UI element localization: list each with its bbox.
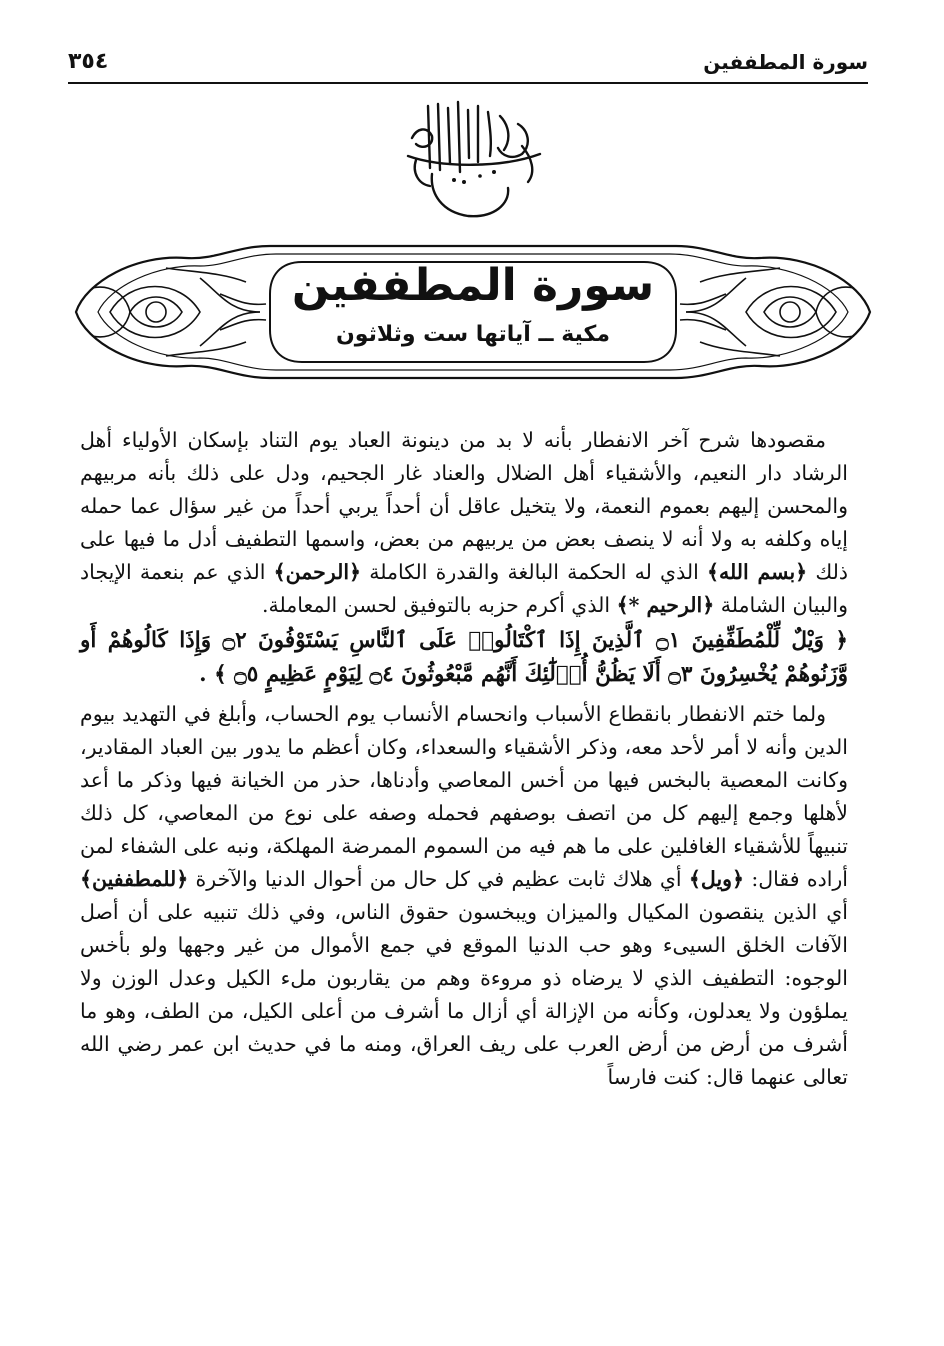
surah-subtitle: مكية ــ آياتها ست وثلاثون (336, 322, 610, 347)
quote-lil-mutaffifin: ﴿للمطففين﴾ (80, 867, 189, 891)
text-segment: الذي عم بنعمة الإيجاد والبيان الشاملة (80, 560, 848, 617)
text-segment: الذي له الحكمة البالغة والقدرة الكاملة (361, 560, 707, 584)
intro-paragraph (80, 424, 848, 622)
body-text (80, 424, 848, 1094)
quote-al-rahman: ﴿الرحمن﴾ (273, 560, 362, 584)
quran-verses: ﴿ وَيْلٌ لِّلْمُطَفِّفِينَ ۝١ ٱلَّذِينَ إِذَا ٱكْتَالُوا۟ عَلَى ٱلنَّاسِ يَسْتَوْفُونَ ۝٢ وَإِذَا كَالُوهُمْ أَو وَّزَنُوهُمْ يُخْسِرُونَ ۝٣ أَلَا يَظُنُّ أُو۟لَٰٓئِكَ أَنَّهُم مَّبْعُوثُونَ ۝٤ لِيَوْمٍ عَظِيمٍ ۝٥ ﴾ . (80, 628, 849, 687)
text-segment: أي هلاك ثابت عظيم في كل حال من أحوال الدنيا والآخرة (188, 867, 689, 891)
text-segment: الذي أكرم حزبه بالتوفيق لحسن المعاملة. (261, 593, 617, 617)
quote-wayl: ﴿ويل﴾ (688, 867, 745, 891)
quote-bism-allah: ﴿بسم الله﴾ (706, 560, 808, 584)
surah-banner (70, 238, 876, 386)
quote-al-rahim: ﴿الرحيم *﴾ (616, 593, 715, 617)
basmala-calligraphy (372, 98, 572, 230)
surah-name: سورة المطففين (291, 260, 655, 311)
text-segment: أي الذين ينقصون المكيال والميزان ويبخسون حقوق الناس، وفي ذلك تنبيه على أن أصل الآفات الخلق السيىء وهو حب الدنيا الموقع في جمع الأموال من غير وجهها ولو بأخس الوجوه: التطفيف الذي لا يرضاه ذو مروءة وهم من يقاربون ملء الكيل وعدل الوزن ولا يملؤون ولا يعدلون، وكأنه من الإزالة أي أزال ما أشرف من أعلى الكيل، من الطف، وهو ما أشرف من أرض من أرض العرب على ريف العراق، ومنه ما في حديث ابن عمر رضي الله تعالى عنهما قال: كنت فارساً (80, 900, 848, 1089)
page-number: ٣٥٤ (68, 49, 109, 74)
running-title: سورة المطففين (703, 50, 868, 74)
page-header (68, 40, 868, 84)
text-segment: مقصودها شرح آخر الانفطار بأنه لا بد من دينونة العباد يوم التناد بإسكان الأولياء أهل الرشاد دار النعيم، والأشقياء أهل الضلال والعناد غار الجحيم، ودل على ذلك بأنه مربيهم والمحسن إليهم بعموم النعمة، ولا يتخيل عاقل أن أحداً يربي أحداً من غير سؤال عما حمله إياه وكلفه به ولا أنه لا ينصف بعض من يربيهم من بعض، واسمها التطفيف أدل ما فيها على ذلك (80, 428, 848, 584)
text-segment: ولما ختم الانفطار بانقطاع الأسباب وانحسام الأنساب يوم الحساب، وأبلغ في التهديد بيوم الدين وأنه لا أمر لأحد معه، وذكر الأشقياء والسعداء، وكان أعظم ما يدور بين العباد المقادير، وكانت المعصية بالبخس فيها من أخس المعاصي وأدناها، حذر من الخيانة فيها وذكر ما أعد لأهلها وجمع إليهم كل من اتصف بوصفهم فحمله وصفه على نوع من المعاصي، كل ذلك تنبيهاً للأشقياء الغافلين على ما هم فيه من السموم الممرضة المهلكة، ونبه على الشفاء لمن أراده فقال: (80, 702, 848, 891)
commentary-paragraph (80, 698, 848, 1094)
